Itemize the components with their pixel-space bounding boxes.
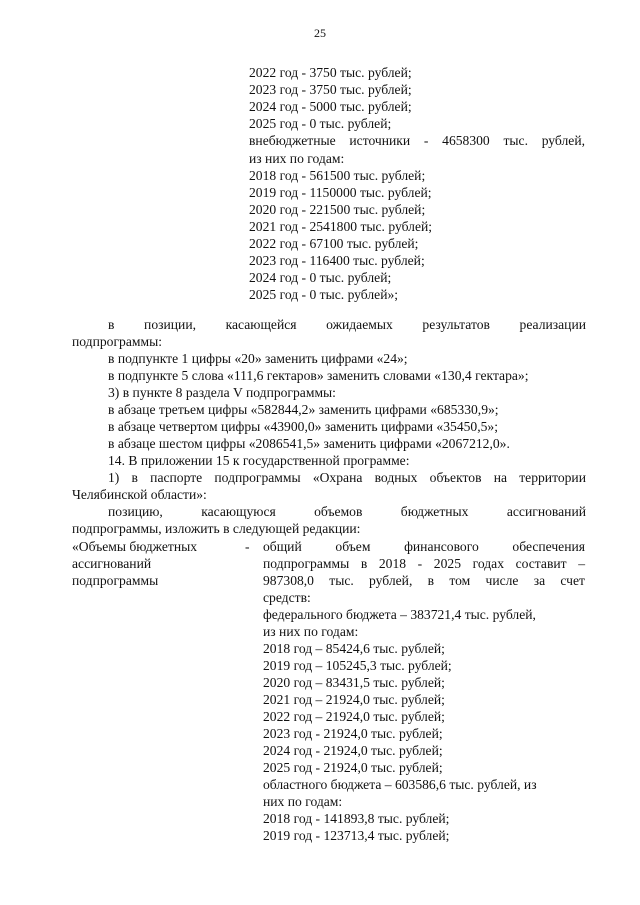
table-right-justified-line: общий объем финансового обеспечения (263, 539, 585, 554)
table-right-line: из них по годам: (263, 624, 359, 639)
table-right-line: 2024 год - 21924,0 тыс. рублей; (263, 743, 443, 758)
table-right-line: 2022 год – 21924,0 тыс. рублей; (263, 709, 445, 724)
table-right-line: них по годам: (263, 794, 343, 809)
funding-line: 2018 год - 561500 тыс. рублей; (249, 167, 426, 183)
paragraph-abzac-fourth: в абзаце четвертом цифры «43900,0» заменить цифрами «35450,5»; (108, 419, 498, 434)
funding-line: 2022 год - 3750 тыс. рублей; (249, 65, 412, 80)
paragraph-position-line1: позицию, касающуюся объемов бюджетных ассигнований (108, 504, 586, 519)
table-right-line: 2020 год – 83431,5 тыс. рублей; (263, 675, 445, 690)
paragraph-expected-results-line1: в позиции, касающейся ожидаемых результатов реализации (108, 317, 586, 332)
paragraph-position-line2: подпрограммы, изложить в следующей редакции: (72, 521, 361, 536)
paragraph-passport-line1: 1) в паспорте подпрограммы «Охрана водных объектов на территории (108, 470, 586, 485)
table-right-line: 2025 год - 21924,0 тыс. рублей; (263, 760, 443, 775)
paragraph-passport-line2: Челябинской области»: (72, 487, 207, 502)
table-left-column (72, 538, 197, 589)
funding-line: 2023 год - 3750 тыс. рублей; (249, 82, 412, 98)
table-right-line: 2023 год - 21924,0 тыс. рублей; (263, 726, 443, 741)
paragraph-abzac-sixth: в абзаце шестом цифры «2086541,5» заменить цифрами «2067212,0». (108, 436, 510, 451)
table-left-line: ассигнований (72, 556, 152, 571)
table-left-line: «Объемы бюджетных (72, 539, 198, 554)
page-number: 25 (314, 26, 326, 40)
table-right-justified-line: 987308,0 тыс. рублей, в том числе за счет (263, 573, 585, 588)
table-left-line: подпрограммы (72, 573, 159, 588)
funding-line: 2021 год - 2541800 тыс. рублей; (249, 218, 433, 234)
paragraph-subitem-5: в подпункте 5 слова «111,6 гектаров» заменить словами «130,4 гектара»; (108, 368, 529, 383)
funding-line: из них по годам: (249, 150, 345, 166)
paragraph-expected-results-line2: подпрограммы: (72, 334, 162, 349)
table-right-column (263, 538, 585, 844)
funding-line: 2024 год - 0 тыс. рублей; (249, 270, 392, 286)
funding-line: 2025 год - 0 тыс. рублей»; (249, 287, 399, 303)
table-right-line: 2019 год – 105245,3 тыс. рублей; (263, 658, 452, 673)
funding-line: 2024 год - 5000 тыс. рублей; (249, 99, 412, 115)
table-right-line: средств: (263, 590, 311, 605)
table-right-line: областного бюджета – 603586,6 тыс. рублей, из (263, 777, 537, 792)
funding-line: 2022 год - 67100 тыс. рублей; (249, 236, 419, 251)
table-right-line: 2021 год – 21924,0 тыс. рублей; (263, 692, 445, 707)
paragraph-subitem-1: в подпункте 1 цифры «20» заменить цифрами «24»; (108, 351, 408, 366)
funding-line: 2023 год - 116400 тыс. рублей; (249, 253, 425, 269)
paragraph-appendix-15: 14. В приложении 15 к государственной программе: (108, 453, 410, 468)
table-right-line: 2019 год - 123713,4 тыс. рублей; (263, 828, 450, 843)
funding-line: 2025 год - 0 тыс. рублей; (249, 116, 392, 132)
paragraph-item-8-section-v: 3) в пункте 8 раздела V подпрограммы: (108, 385, 336, 400)
table-right-line: федерального бюджета – 383721,4 тыс. рублей, (263, 607, 536, 622)
funding-line: внебюджетные источники - 4658300 тыс. рублей, (249, 133, 585, 149)
funding-line: 2019 год - 1150000 тыс. рублей; (249, 184, 432, 200)
funding-line: 2020 год - 221500 тыс. рублей; (249, 201, 426, 217)
table-right-line: 2018 год – 85424,6 тыс. рублей; (263, 641, 445, 656)
paragraph-abzac-third: в абзаце третьем цифры «582844,2» заменить цифрами «685330,9»; (108, 402, 499, 417)
table-right-justified-line: подпрограммы в 2018 - 2025 годах составит – (263, 556, 585, 571)
table-dash: - (245, 539, 250, 554)
table-right-line: 2018 год - 141893,8 тыс. рублей; (263, 811, 450, 826)
